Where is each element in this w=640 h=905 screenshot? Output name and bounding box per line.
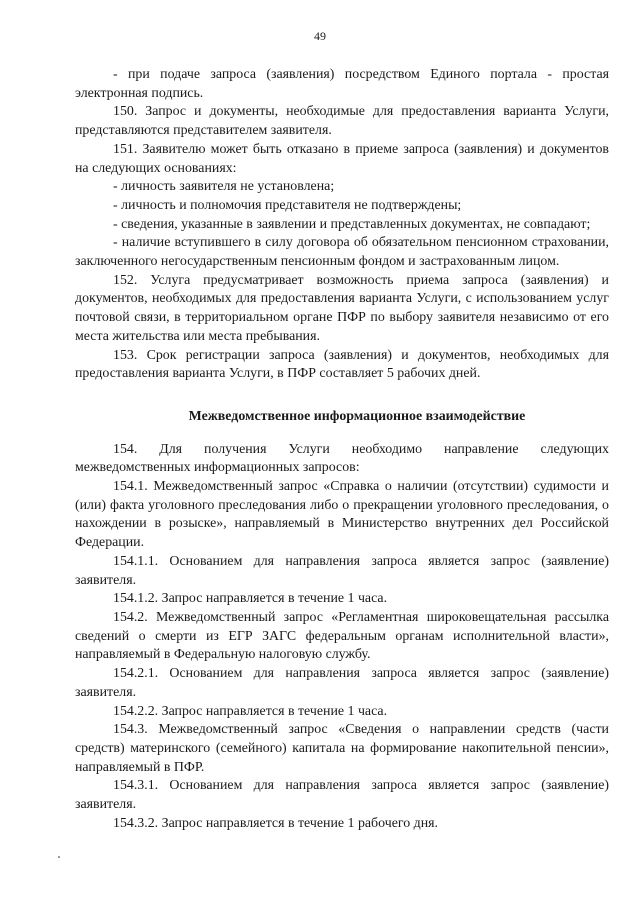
paragraph: - при подаче запроса (заявления) посредством Единого портала - простая электронная подпись. <box>75 67 609 101</box>
paragraph: - личность и полномочия представителя не подтверждены; <box>113 197 462 213</box>
paragraph: 154.2. Межведомственный запрос «Регламентная широковещательная рассылка сведений о смерти из ЕГР ЗАГС федеральным органам исполнительной власти», направляемый в Федеральную налоговую службу. <box>75 609 609 663</box>
paragraph: 150. Запрос и документы, необходимые для предоставления варианта Услуги, представляются представителем заявителя. <box>75 104 609 139</box>
scan-speck <box>58 856 60 858</box>
page-number: 49 <box>314 29 326 43</box>
paragraph: - личность заявителя не установлена; <box>113 179 335 195</box>
paragraph: 152. Услуга предусматривает возможность приема запроса (заявления) и документов, необходимых для предоставления варианта Услуги, с использованием услуг почтовой связи, в территориальном органе ПФР по выбору заявителя независимо от его места жительства или места пребывания. <box>75 272 609 344</box>
paragraph: 154.3.1. Основанием для направления запроса является запрос (заявление) заявителя. <box>75 778 609 813</box>
section-heading: Межведомственное информационное взаимодействие <box>188 408 526 424</box>
paragraph: 154. Для получения Услуги необходимо направление следующих межведомственных информационных запросов: <box>75 441 609 476</box>
paragraph: 154.3.2. Запрос направляется в течение 1 рабочего дня. <box>113 815 438 831</box>
paragraph: - наличие вступившего в силу договора об обязательном пенсионном страховании, заключенного негосударственным пенсионным фондом и застрахованным лицом. <box>75 235 609 270</box>
paragraph: 151. Заявителю может быть отказано в приеме запроса (заявления) и документов на следующих основаниях: <box>75 141 609 176</box>
paragraph: 154.1.1. Основанием для направления запроса является запрос (заявление) заявителя. <box>75 553 609 588</box>
paragraph: - сведения, указанные в заявлении и представленных документах, не совпадают; <box>113 216 591 232</box>
spacer <box>75 384 609 408</box>
paragraph: 154.1. Межведомственный запрос «Справка о наличии (отсутствии) судимости и (или) факта уголовного преследования либо о прекращении уголовного преследования, о нахождении в розыске», направляемый в Министерство внутренних дел Российской Федерации. <box>75 479 609 551</box>
paragraph: 154.2.1. Основанием для направления запроса является запрос (заявление) заявителя. <box>75 666 609 700</box>
spacer <box>75 427 609 441</box>
paragraph: 153. Срок регистрации запроса (заявления) и документов, необходимых для предоставления варианта Услуги, в ПФР составляет 5 рабочих дней. <box>75 347 609 382</box>
page-body <box>75 66 609 833</box>
paragraph: 154.2.2. Запрос направляется в течение 1 часа. <box>113 703 388 719</box>
paragraph: 154.1.2. Запрос направляется в течение 1 часа. <box>113 591 388 607</box>
paragraph: 154.3. Межведомственный запрос «Сведения о направлении средств (части средств) материнского (семейного) капитала на формирование накопительной пенсии», направляемый в ПФР. <box>75 722 609 775</box>
